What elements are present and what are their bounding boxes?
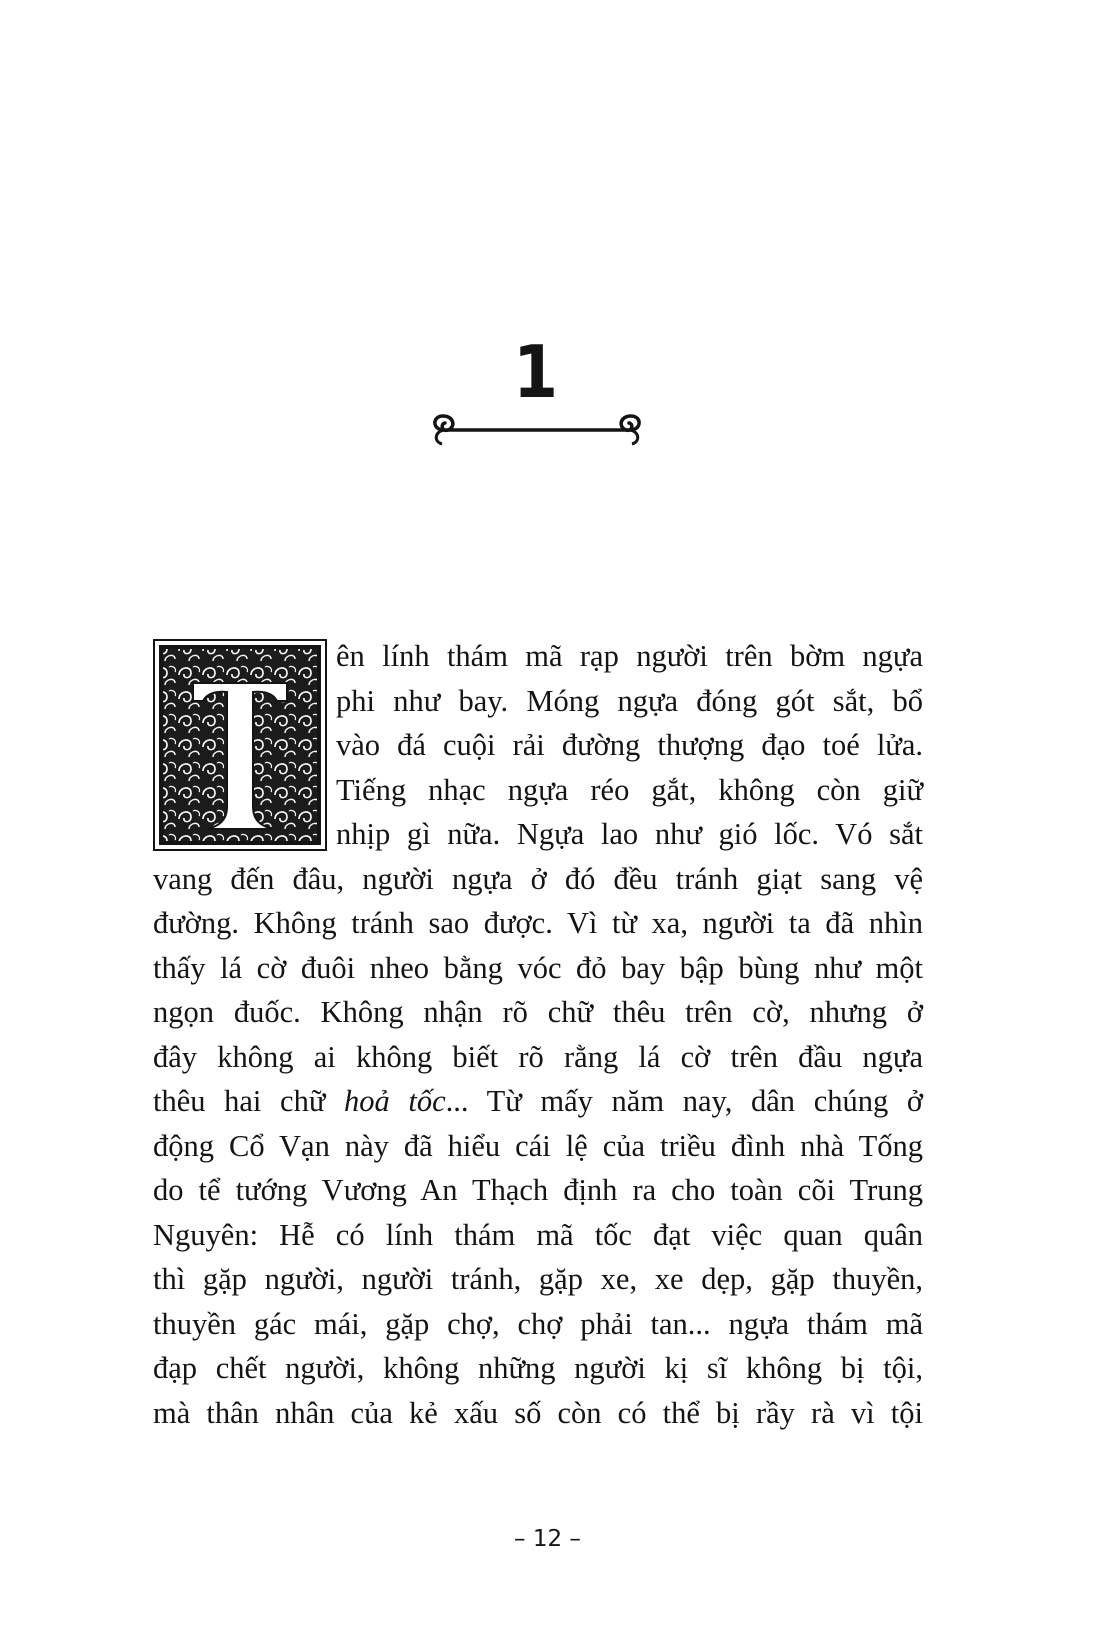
text-line: động Cổ Vạn này đã hiểu cái lệ của triều đình nhà Tống bbox=[153, 1128, 923, 1163]
text-fragment: thêu hai chữ bbox=[153, 1084, 344, 1118]
page-number: – 12 – bbox=[514, 1526, 581, 1552]
text-line: do tể tướng Vương An Thạch định ra cho toàn cõi Trung bbox=[153, 1173, 923, 1207]
chapter-divider-ornament bbox=[432, 414, 644, 450]
text-line: phi như bay. Móng ngựa đóng gót sắt, bổ bbox=[336, 683, 923, 718]
text-line: đường. Không tránh sao được. Vì từ xa, người ta đã nhìn bbox=[153, 906, 923, 940]
text-line-with-italic bbox=[153, 1079, 923, 1124]
text-line: vang đến đâu, người ngựa ở đó đều tránh giạt sang vệ bbox=[153, 861, 923, 896]
text-line: đạp chết người, không những người kị sĩ không bị tội, bbox=[153, 1351, 923, 1385]
text-line: ên lính thám mã rạp người trên bờm ngựa bbox=[336, 639, 923, 673]
text-line: mà thân nhân của kẻ xấu số còn có thể bị rầy rà vì tội bbox=[153, 1395, 923, 1430]
text-line: Tiếng nhạc ngựa réo gắt, không còn giữ bbox=[336, 772, 923, 807]
text-line: thuyền gác mái, gặp chợ, chợ phải tan... ngựa thám mã bbox=[153, 1306, 923, 1341]
text-line: thì gặp người, người tránh, gặp xe, xe dẹp, gặp thuyền, bbox=[153, 1262, 923, 1296]
italic-phrase: hoả tốc bbox=[344, 1084, 446, 1118]
text-fragment: ... Từ mấy năm nay, dân chúng ở bbox=[445, 1084, 923, 1118]
text-line: thấy lá cờ đuôi nheo bằng vóc đỏ bay bập bùng như một bbox=[153, 950, 923, 985]
chapter-body-text bbox=[153, 634, 923, 1435]
text-line: nhịp gì nữa. Ngựa lao như gió lốc. Vó sắt bbox=[336, 817, 923, 851]
text-line: vào đá cuội rải đường thượng đạo toé lửa. bbox=[336, 728, 923, 762]
text-line: ngọn đuốc. Không nhận rõ chữ thêu trên cờ, nhưng ở bbox=[153, 995, 923, 1029]
text-line: đây không ai không biết rõ rằng lá cờ trên đầu ngựa bbox=[153, 1039, 923, 1074]
text-line: Nguyên: Hễ có lính thám mã tốc đạt việc quan quân bbox=[153, 1217, 923, 1252]
chapter-number: 1 bbox=[512, 330, 559, 414]
